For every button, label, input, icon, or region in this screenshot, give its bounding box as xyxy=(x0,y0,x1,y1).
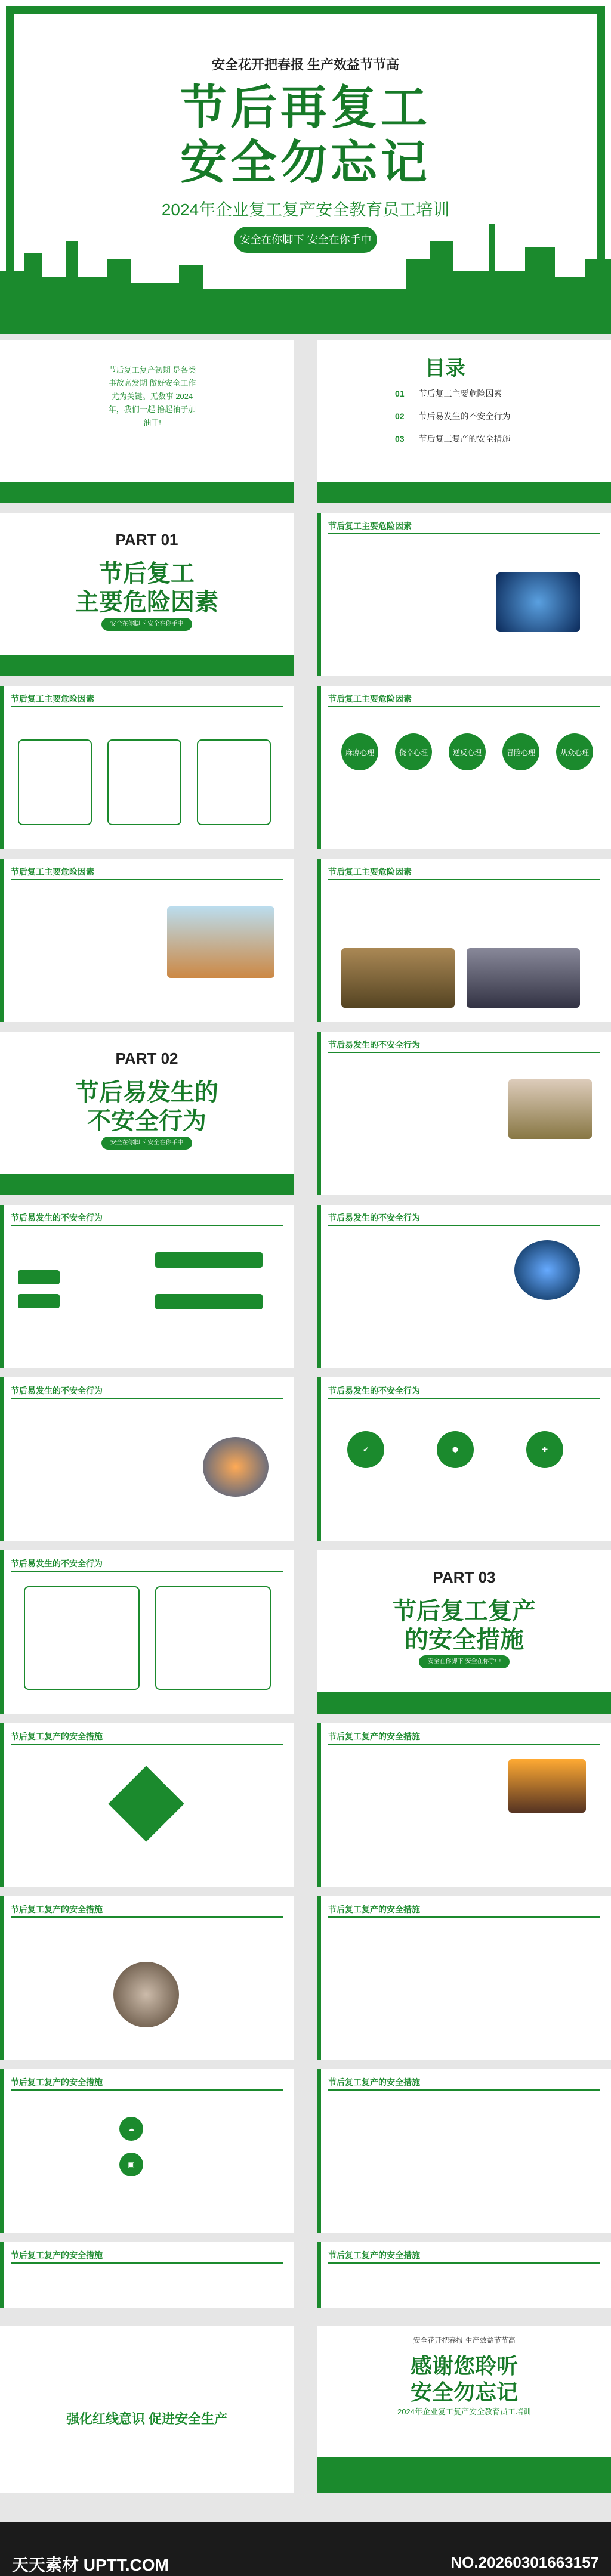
part01-label: PART 01 xyxy=(115,531,178,549)
port-image xyxy=(167,906,274,978)
slide-unsafe-5 xyxy=(317,1377,611,1541)
card-2 xyxy=(107,739,181,825)
welding-image xyxy=(508,1759,586,1813)
slide-part01 xyxy=(0,513,294,676)
part01-pill: 安全在你脚下 安全在你手中 xyxy=(101,618,192,631)
warehouse-circle-image xyxy=(113,1962,179,2027)
slide-toc xyxy=(317,340,611,503)
grass-strip xyxy=(317,482,611,503)
icon-circle-1: ✔ xyxy=(347,1431,384,1468)
slide-title: 节后易发生的不安全行为 xyxy=(328,1386,420,1395)
slide-hazard-1 xyxy=(317,513,611,676)
tag-1 xyxy=(18,1270,60,1284)
tag-4 xyxy=(155,1294,263,1309)
toc-title: 目录 xyxy=(425,357,465,380)
thanks-subtitle: 2024年企业复工复产安全教育员工培训 xyxy=(397,2407,531,2416)
slide-closing-left xyxy=(0,2326,294,2493)
slide-part03 xyxy=(317,1550,611,1714)
part02-label: PART 02 xyxy=(115,1049,178,1067)
thanks-title-1: 感谢您聆听 xyxy=(410,2354,518,2378)
gears-image xyxy=(496,572,580,632)
slide-title: 节后复工复产的安全措施 xyxy=(328,1905,420,1914)
briefcase-icon: ▣ xyxy=(119,2153,143,2176)
thanks-title-2: 安全勿忘记 xyxy=(410,2380,518,2404)
card-1 xyxy=(18,739,92,825)
slide-title: 节后复工主要危险因素 xyxy=(11,867,94,877)
hero-title-line1: 节后再复工 xyxy=(180,81,431,134)
factory-image-1 xyxy=(341,948,455,1008)
slide-part02 xyxy=(0,1032,294,1195)
slide-thanks xyxy=(317,2326,611,2493)
thanks-slogan: 安全花开把春报 生产效益节节高 xyxy=(413,2336,516,2345)
slide-title: 节后易发生的不安全行为 xyxy=(11,1213,103,1222)
slide-title: 节后复工主要危险因素 xyxy=(328,867,412,877)
circle-2: 侥幸心理 xyxy=(395,733,432,770)
slide-psychology xyxy=(317,686,611,849)
part02-pill: 安全在你脚下 安全在你手中 xyxy=(101,1137,192,1150)
grass-strip xyxy=(0,1174,294,1195)
slide-title: 节后易发生的不安全行为 xyxy=(11,1559,103,1568)
hero-ground xyxy=(0,301,611,334)
diamond-graphic xyxy=(108,1766,184,1841)
slide-hazard-2 xyxy=(0,686,294,849)
icon-circle-2: ⬢ xyxy=(437,1431,474,1468)
slide-title: 节后复工主要危险因素 xyxy=(328,694,412,704)
toc-item-1[interactable]: 01 节后复工主要危险因素 xyxy=(395,389,502,398)
icon-circle-3: ✚ xyxy=(526,1431,563,1468)
tag-2 xyxy=(18,1294,60,1308)
part02-title-2: 不安全行为 xyxy=(87,1108,206,1134)
slide-unsafe-6 xyxy=(0,1550,294,1714)
part03-label: PART 03 xyxy=(433,1568,496,1586)
slide-measure-5 xyxy=(0,2069,294,2233)
factory-image-2 xyxy=(467,948,580,1008)
hero-slogan: 安全花开把春报 生产效益节节高 xyxy=(211,57,400,72)
slide-hazard-3 xyxy=(0,859,294,1022)
hero-title-line2: 安全勿忘记 xyxy=(180,136,431,188)
slide-title: 节后复工复产的安全措施 xyxy=(11,2250,103,2260)
hero-subtitle: 2024年企业复工复产安全教育员工培训 xyxy=(161,200,450,219)
slide-title: 节后复工复产的安全措施 xyxy=(328,1732,420,1741)
part03-pill: 安全在你脚下 安全在你手中 xyxy=(419,1655,510,1668)
footer-left-text: 天天素材 UPTT.COM xyxy=(12,2556,169,2574)
slide-title: 节后复工复产的安全措施 xyxy=(11,1732,103,1741)
part02-title-1: 节后易发生的 xyxy=(75,1079,218,1106)
hero-slide xyxy=(0,0,611,334)
slide-unsafe-4 xyxy=(0,1377,294,1541)
slide-title: 节后易发生的不安全行为 xyxy=(11,1386,103,1395)
slide-measure-6 xyxy=(317,2069,611,2233)
part01-title-1: 节后复工 xyxy=(99,561,195,587)
intro-text: 节后复工复产初期 是各类事故高发期 做好安全工作 尤为关键。无数事 2024年，我们一起 撸起袖子加油干! xyxy=(108,366,196,427)
slide-unsafe-3 xyxy=(317,1205,611,1368)
circle-3: 逆反心理 xyxy=(449,733,486,770)
part03-title-2: 的安全措施 xyxy=(405,1627,524,1653)
slide-measure-4 xyxy=(317,1896,611,2060)
grass-strip xyxy=(317,2457,611,2493)
card-right xyxy=(155,1586,271,1690)
closing-slogan: 强化红线意识 促进安全生产 xyxy=(66,2411,228,2426)
cloud-icon: ☁ xyxy=(119,2117,143,2141)
skyline-silhouette xyxy=(0,218,611,301)
slide-hazard-4 xyxy=(317,859,611,1022)
slide-title: 节后易发生的不安全行为 xyxy=(328,1213,420,1222)
toc-item-2[interactable]: 02 节后易发生的不安全行为 xyxy=(395,411,511,421)
slide-title: 节后复工复产的安全措施 xyxy=(328,2250,420,2260)
toc-item-3[interactable]: 03 节后复工复产的安全措施 xyxy=(395,434,511,444)
slide-title: 节后复工主要危险因素 xyxy=(11,694,94,704)
circle-1: 麻痹心理 xyxy=(341,733,378,770)
slide-measure-7 xyxy=(0,2242,294,2308)
slide-title: 节后复工复产的安全措施 xyxy=(11,1905,103,1914)
slide-unsafe-2 xyxy=(0,1205,294,1368)
footer-right-text: NO.20260301663157 xyxy=(450,2553,599,2571)
tag-3 xyxy=(155,1252,263,1268)
slide-title: 节后复工复产的安全措施 xyxy=(11,2077,103,2087)
port-circle-image xyxy=(203,1437,269,1497)
grass-strip xyxy=(0,655,294,676)
grass-strip xyxy=(317,1692,611,1714)
slide-unsafe-1 xyxy=(317,1032,611,1195)
warehouse-image xyxy=(508,1079,592,1139)
part03-title-1: 节后复工复产 xyxy=(393,1598,536,1624)
hero-pill: 安全在你脚下 安全在你手中 xyxy=(234,227,377,253)
slide-title: 节后易发生的不安全行为 xyxy=(328,1040,420,1049)
slide-measure-2 xyxy=(317,1723,611,1887)
circle-4: 冒险心理 xyxy=(502,733,539,770)
footer-bar xyxy=(0,2522,611,2576)
card-left xyxy=(24,1586,140,1690)
slide-measure-8 xyxy=(317,2242,611,2308)
slide-title: 节后复工主要危险因素 xyxy=(328,521,412,531)
slide-measure-1 xyxy=(0,1723,294,1887)
slide-intro xyxy=(0,340,294,503)
part01-title-2: 主要危险因素 xyxy=(75,589,218,615)
grass-strip xyxy=(0,482,294,503)
slide-title: 节后复工复产的安全措施 xyxy=(328,2077,420,2087)
circle-5: 从众心理 xyxy=(556,733,593,770)
slide-measure-3 xyxy=(0,1896,294,2060)
card-3 xyxy=(197,739,271,825)
circle-image xyxy=(514,1240,580,1300)
